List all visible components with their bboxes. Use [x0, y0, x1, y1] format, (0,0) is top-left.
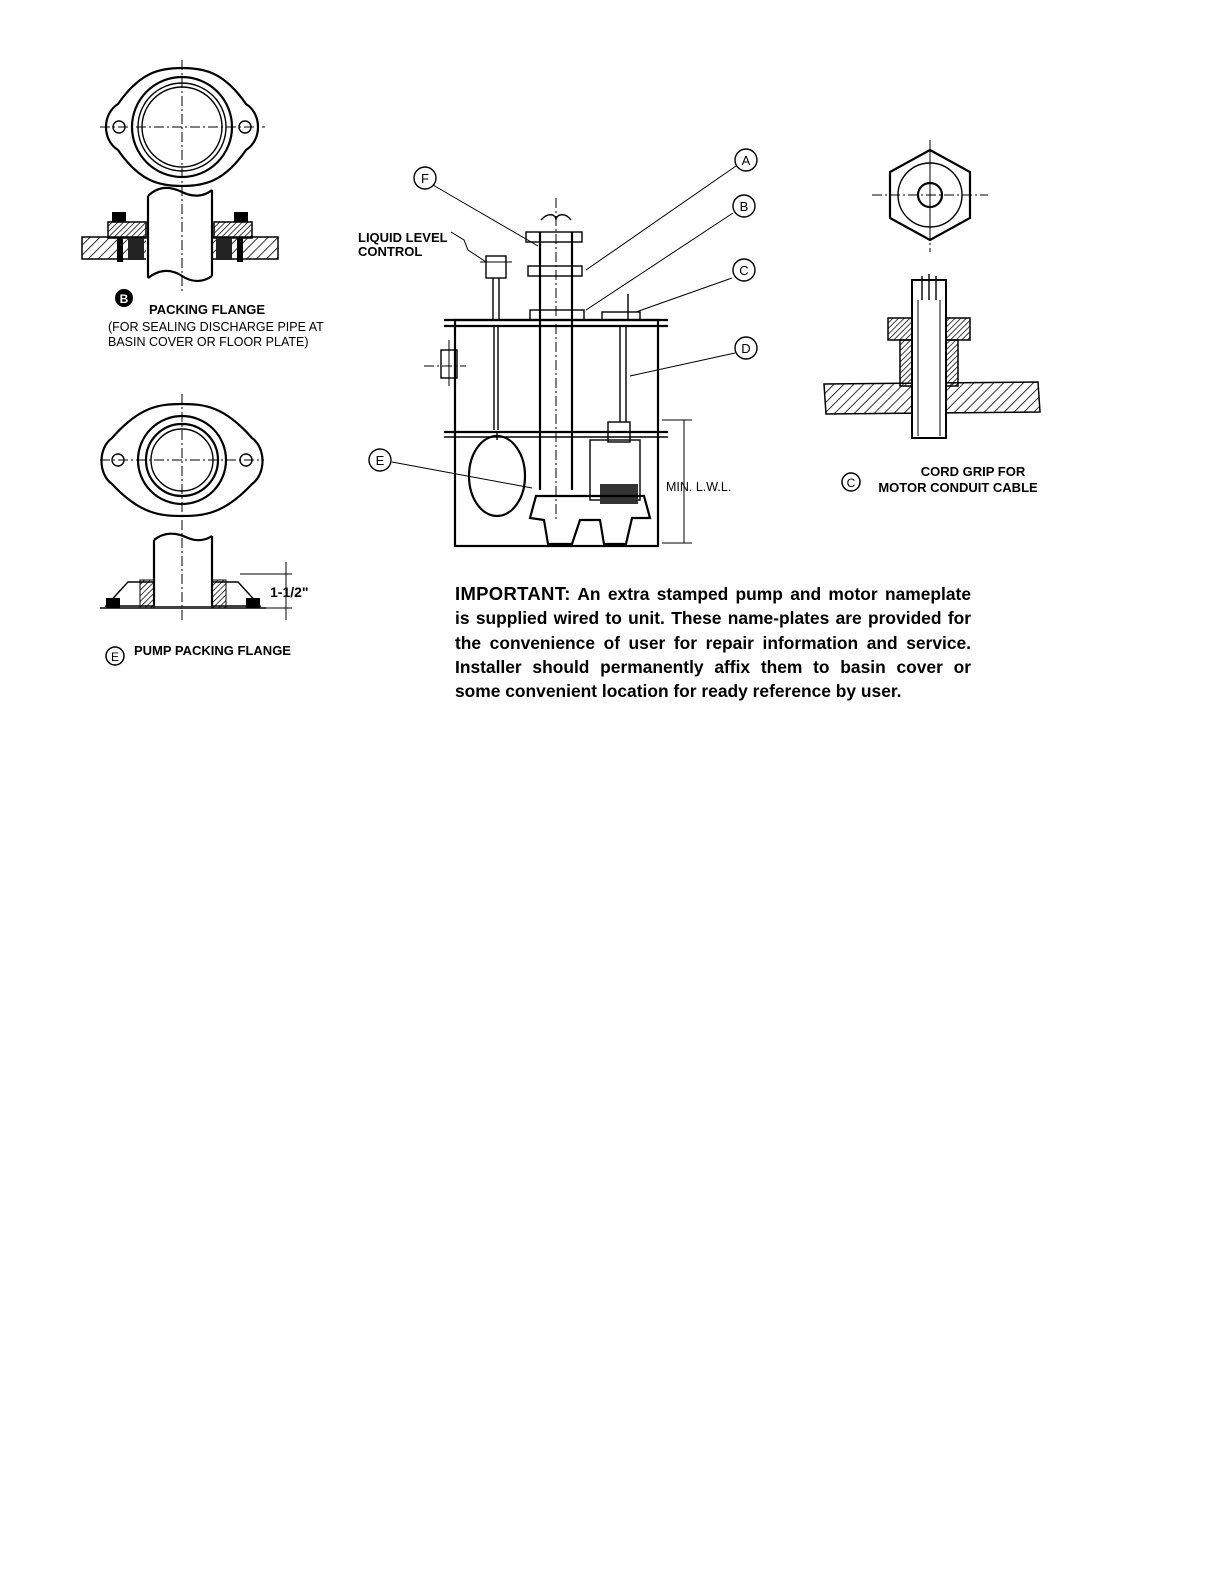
packing-flange-title: PACKING FLANGE [149, 302, 266, 317]
cord-grip-section-view [824, 274, 1040, 438]
leader-a [586, 166, 736, 270]
min-level-label: MIN. L.W.L. [666, 480, 732, 494]
liquid-level-control [469, 256, 525, 516]
leader-b [586, 213, 733, 310]
callout-a: A [741, 153, 751, 168]
leader-c [636, 278, 732, 312]
packing-flange-plan-view [100, 60, 265, 195]
leader-f [433, 185, 538, 246]
packing-flange-section-view [82, 186, 278, 294]
callout-e: E [375, 453, 385, 468]
packing-flange-callout: B [119, 292, 129, 306]
callout-b: B [739, 199, 749, 214]
liquid-level-label-line2: CONTROL [358, 244, 423, 259]
callout-d: D [741, 341, 751, 356]
callout-f: F [421, 171, 429, 186]
pump-motor [530, 294, 650, 544]
important-note-body: An extra stamped pump and motor nameplate is supplied wired to unit. These name-plates are provided for the convenience of user for repair information and service. Installer should permanently affix them to basin cover or some convenient location for ready reference by user. [455, 584, 971, 702]
liquid-level-label-line1: LIQUID LEVEL [358, 230, 448, 245]
cord-grip-plan-view [872, 140, 988, 252]
cord-grip-title-line1: CORD GRIP FOR [920, 464, 1026, 479]
cord-grip-figure [824, 140, 1040, 495]
pump-packing-flange-title: PUMP PACKING FLANGE [134, 643, 291, 658]
pump-packing-flange-dimension: 1-1/2" [270, 584, 309, 600]
pump-packing-flange-callout: E [110, 650, 120, 664]
packing-flange-caption-line2: BASIN COVER OR FLOOR PLATE) [108, 335, 309, 349]
cord-grip-title-line2: MOTOR CONDUIT CABLE [878, 480, 1038, 495]
packing-flange-figure [82, 60, 324, 349]
pump-packing-flange-plan-view [100, 394, 264, 526]
pump-packing-flange-section-view [100, 520, 292, 620]
packing-flange-caption-line1: (FOR SEALING DISCHARGE PIPE AT [108, 320, 324, 334]
basin-assembly-figure [358, 149, 757, 546]
important-note-lead: IMPORTANT: [455, 583, 571, 604]
pump-packing-flange-figure [100, 394, 309, 665]
leader-d [630, 353, 735, 376]
discharge-pipe [526, 198, 584, 520]
leader-e [392, 462, 532, 488]
cord-grip-callout: C [846, 476, 856, 490]
important-note [455, 582, 971, 703]
callout-c: C [739, 263, 749, 278]
